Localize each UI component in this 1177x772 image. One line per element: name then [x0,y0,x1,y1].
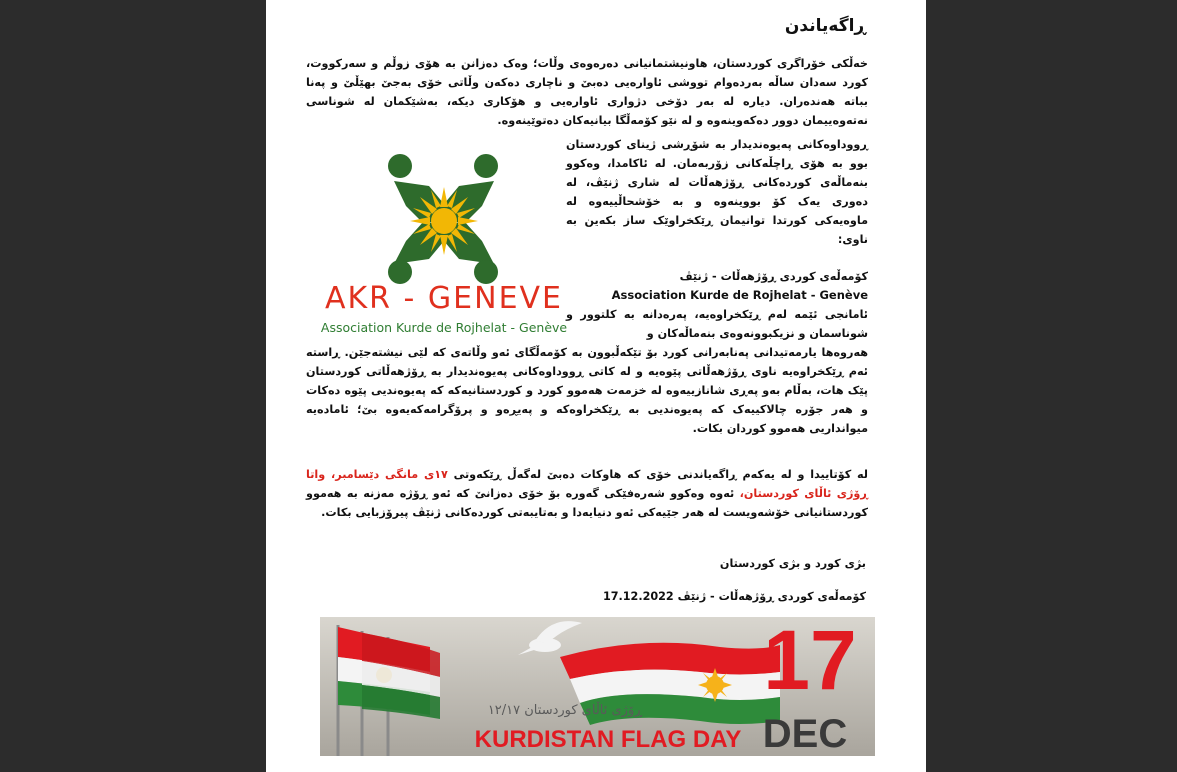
organization-name-french: Association Kurde de Rojhelat - Genève [611,288,868,302]
flag-day-highlight: ١٧ی مانگی دێسامبر، واتا ڕۆژی ئاڵای کوردستان، [306,468,869,500]
flag-day-text-1: لە کۆتاییدا و لە یەکەم ڕاگەیاندنی خۆی کە هاوکات دەبێ لەگەڵ ڕێکەوتی [447,468,868,481]
people-emblem-icon [388,154,498,284]
banner-caption-english: KURDISTAN FLAG DAY [474,726,742,753]
akr-logo-graphic [314,146,574,346]
paragraph-goals: ئامانجی ئێمە لەم ڕێکخراوەیە، پەرەدانە بە کلتوور و شوناسمان و نزیکبوونەوەی بنەماڵەکان و [566,308,868,340]
logo-subtitle: Association Kurde de Rojhelat - Genève [320,320,568,335]
signature: کۆمەڵەی کوردی ڕۆژهەڵات - ژنێڤ 17.12.2022 [602,590,866,603]
organization-name-kurdish: کۆمەڵەی کوردی ڕۆژهەڵات - ژنێڤ [679,270,868,283]
paragraph-intro: خەڵکی خۆراگری کوردستان، هاونیشتمانیانی دەرەوەی وڵات؛ وەک دەزانن بە هۆی زوڵم و سەرکووت، کورد سەدان ساڵە بەردەوام تووشی ئاوارەیی دەبێ و ناچاری دەکەن وڵاتی خۆی بەجێ بهێڵێ و پەنا بباتە هەندەران. دیارە لە بەر دۆخی دژواری ئاوارەیی و هۆکاری دیکە، بەشێکمان لە شوناسی نەتەوەییمان دوور دەکەوینەوە و لە نێو کۆمەڵگا بیانیەکان دەتوێینەوە. [306,57,868,127]
slogan: بژی کورد و بژی کوردستان [719,557,866,570]
flag-day-banner-graphic [320,617,875,756]
banner-caption-kurdish: ڕۆژی ئاڵای کوردستان ١٢/١٧ [487,703,643,718]
flag-day-text-2: ئەوە وەکوو شەرەفێکی گەورە بۆ خۆی دەزانێ کە ئەو ڕۆژە مەزنە بە هەموو کوردستانیانی خۆشەویست لە هەر جێیەکی ئەو دنیایەدا و بەتایبەتی کوردەکانی ژنێڤ پیرۆزبایی بکات. [306,487,868,519]
akr-logo [314,146,574,346]
paragraph-mission: هەروەها یارمەتیدانی پەنابەرانی کورد بۆ تێکەڵبوون بە کۆمەڵگای ئەو وڵاتەی کە لێی نیشتەجێن. ڕاستە ئەم ڕێکخراوەیە ناوی ڕۆژهەڵاتی پێوەیە و لە کاتی ڕووداوەکانی پەیوەندیدار بە ڕۆژهەڵاتی کوردستان پێک هات، بەڵام بەو پەڕی شانازییەوە لە خزمەت هەموو کورد و کوردستانیەکە کە پەیوەندیی پێوە دەکات و هەر جۆرە چالاکییەک کە پەیوەندیی بە ڕێکخراوەکە و پەیڕەو و پرۆگرامەکەیەوە بێ؛ ئامادەیە میوانداریی هەموو کوردان بکات. [306,346,868,435]
logo-text: AKR - GENEVE [324,281,564,316]
banner-month: DEC [762,712,848,756]
flag-day-banner [320,617,875,756]
paragraph-events: ڕووداوەکانی پەیوەندیدار بە شۆڕشی ژینای کوردستان بوو بە هۆی ڕاچڵەکانی زۆربەمان. لە ئاکامدا، وەکوو بنەماڵەی کوردەکانی ڕۆژهەڵات لە شاری ژنێڤ، لە دەوری یەک کۆ بووینەوە و بە خۆشحاڵییەوە لە ماوەیەکی کورتدا توانیمان ڕێکخراوێک ساز بکەین بە ناوی: [566,138,868,246]
banner-big-number: 17 [763,617,857,707]
document-page [266,0,926,772]
page-title: ڕاگەیاندن [784,16,866,36]
paragraph-flag-day [306,465,868,522]
